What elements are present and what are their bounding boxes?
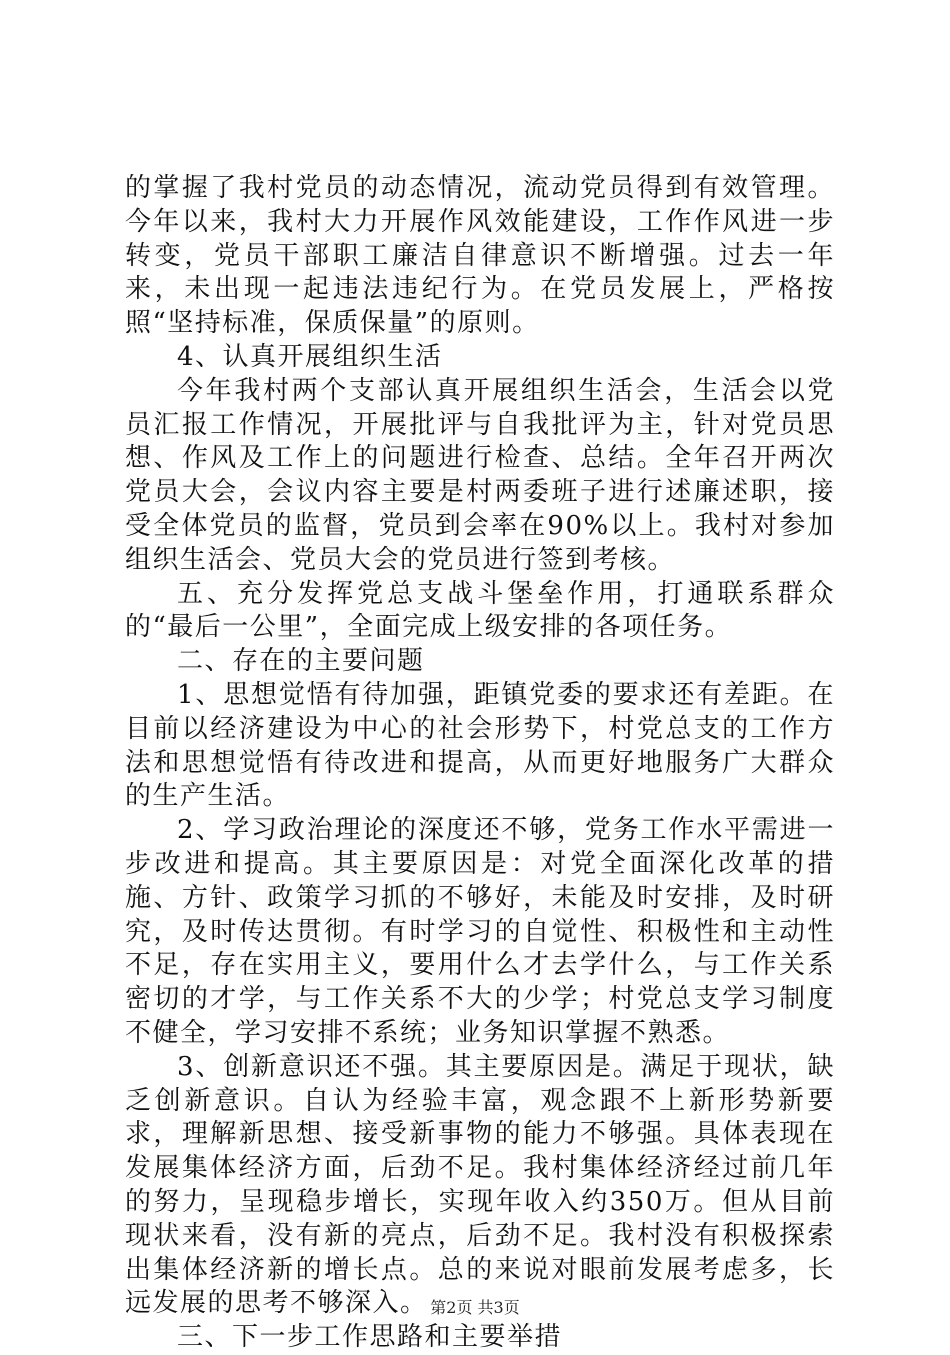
subheading-organization-life: 4、认真开展组织生活 [177, 341, 443, 372]
paragraph-organization-life: 今年我村两个支部认真开展组织生活会，生活会以党员汇报工作情况，开展批评与自我批评为主，针对党员思想、作风及工作上的问题进行检查、总结。全年召开两次党员大会，会议内容主要是村两委班子进行述廉述职，接受全体党员的监督，党员到会率在90%以上。我村对参加组织生活会、党员大会的党员进行签到考核。 [125, 375, 835, 575]
paragraph-section-five: 五、充分发挥党总支战斗堡垒作用，打通联系群众的“最后一公里”，全面完成上级安排的各项任务。 [125, 578, 835, 643]
paragraph-problem-1: 1、思想觉悟有待加强，距镇党委的要求还有差距。在目前以经济建设为中心的社会形势下，村党总支的工作方法和思想觉悟有待改进和提高，从而更好地服务广大群众的生产生活。 [125, 679, 835, 812]
heading-main-problems: 二、存在的主要问题 [177, 646, 425, 677]
paragraph-continuation: 的掌握了我村党员的动态情况，流动党员得到有效管理。今年以来，我村大力开展作风效能建设，工作作风进一步转变，党员干部职工廉洁自律意识不断增强。过去一年来，未出现一起违法违纪行为。在党员发展上，严格按照“坚持标准，保质保量”的原则。 [125, 173, 835, 339]
paragraph-problem-3: 3、创新意识还不强。其主要原因是。满足于现状，缺乏创新意识。自认为经验丰富，观念跟不上新形势新要求，理解新思想、接受新事物的能力不够强。具体表现在发展集体经济方面，后劲不足。我村集体经济经过前几年的努力，呈现稳步增长，实现年收入约350万。但从目前现状来看，没有新的亮点，后劲不足。我村没有积极探索出集体经济新的增长点。总的来说对眼前发展考虑多，长远发展的思考不够深入。 [125, 1051, 835, 1319]
paragraph-problem-2: 2、学习政治理论的深度还不够，党务工作水平需进一步改进和提高。其主要原因是：对党全面深化改革的措施、方针、政策学习抓的不够好，未能及时安排，及时研究，及时传达贯彻。有时学习的自觉性、积极性和主动性不足，存在实用主义，要用什么才去学什么，与工作关系密切的才学，与工作关系不大的少学；村党总支学习制度不健全，学习安排不系统；业务知识掌握不熟悉。 [125, 815, 835, 1048]
heading-next-steps: 三、下一步工作思路和主要举措 [177, 1322, 563, 1353]
page-number-footer: 第2页 共3页 [430, 1298, 520, 1317]
document-body [125, 172, 835, 1355]
